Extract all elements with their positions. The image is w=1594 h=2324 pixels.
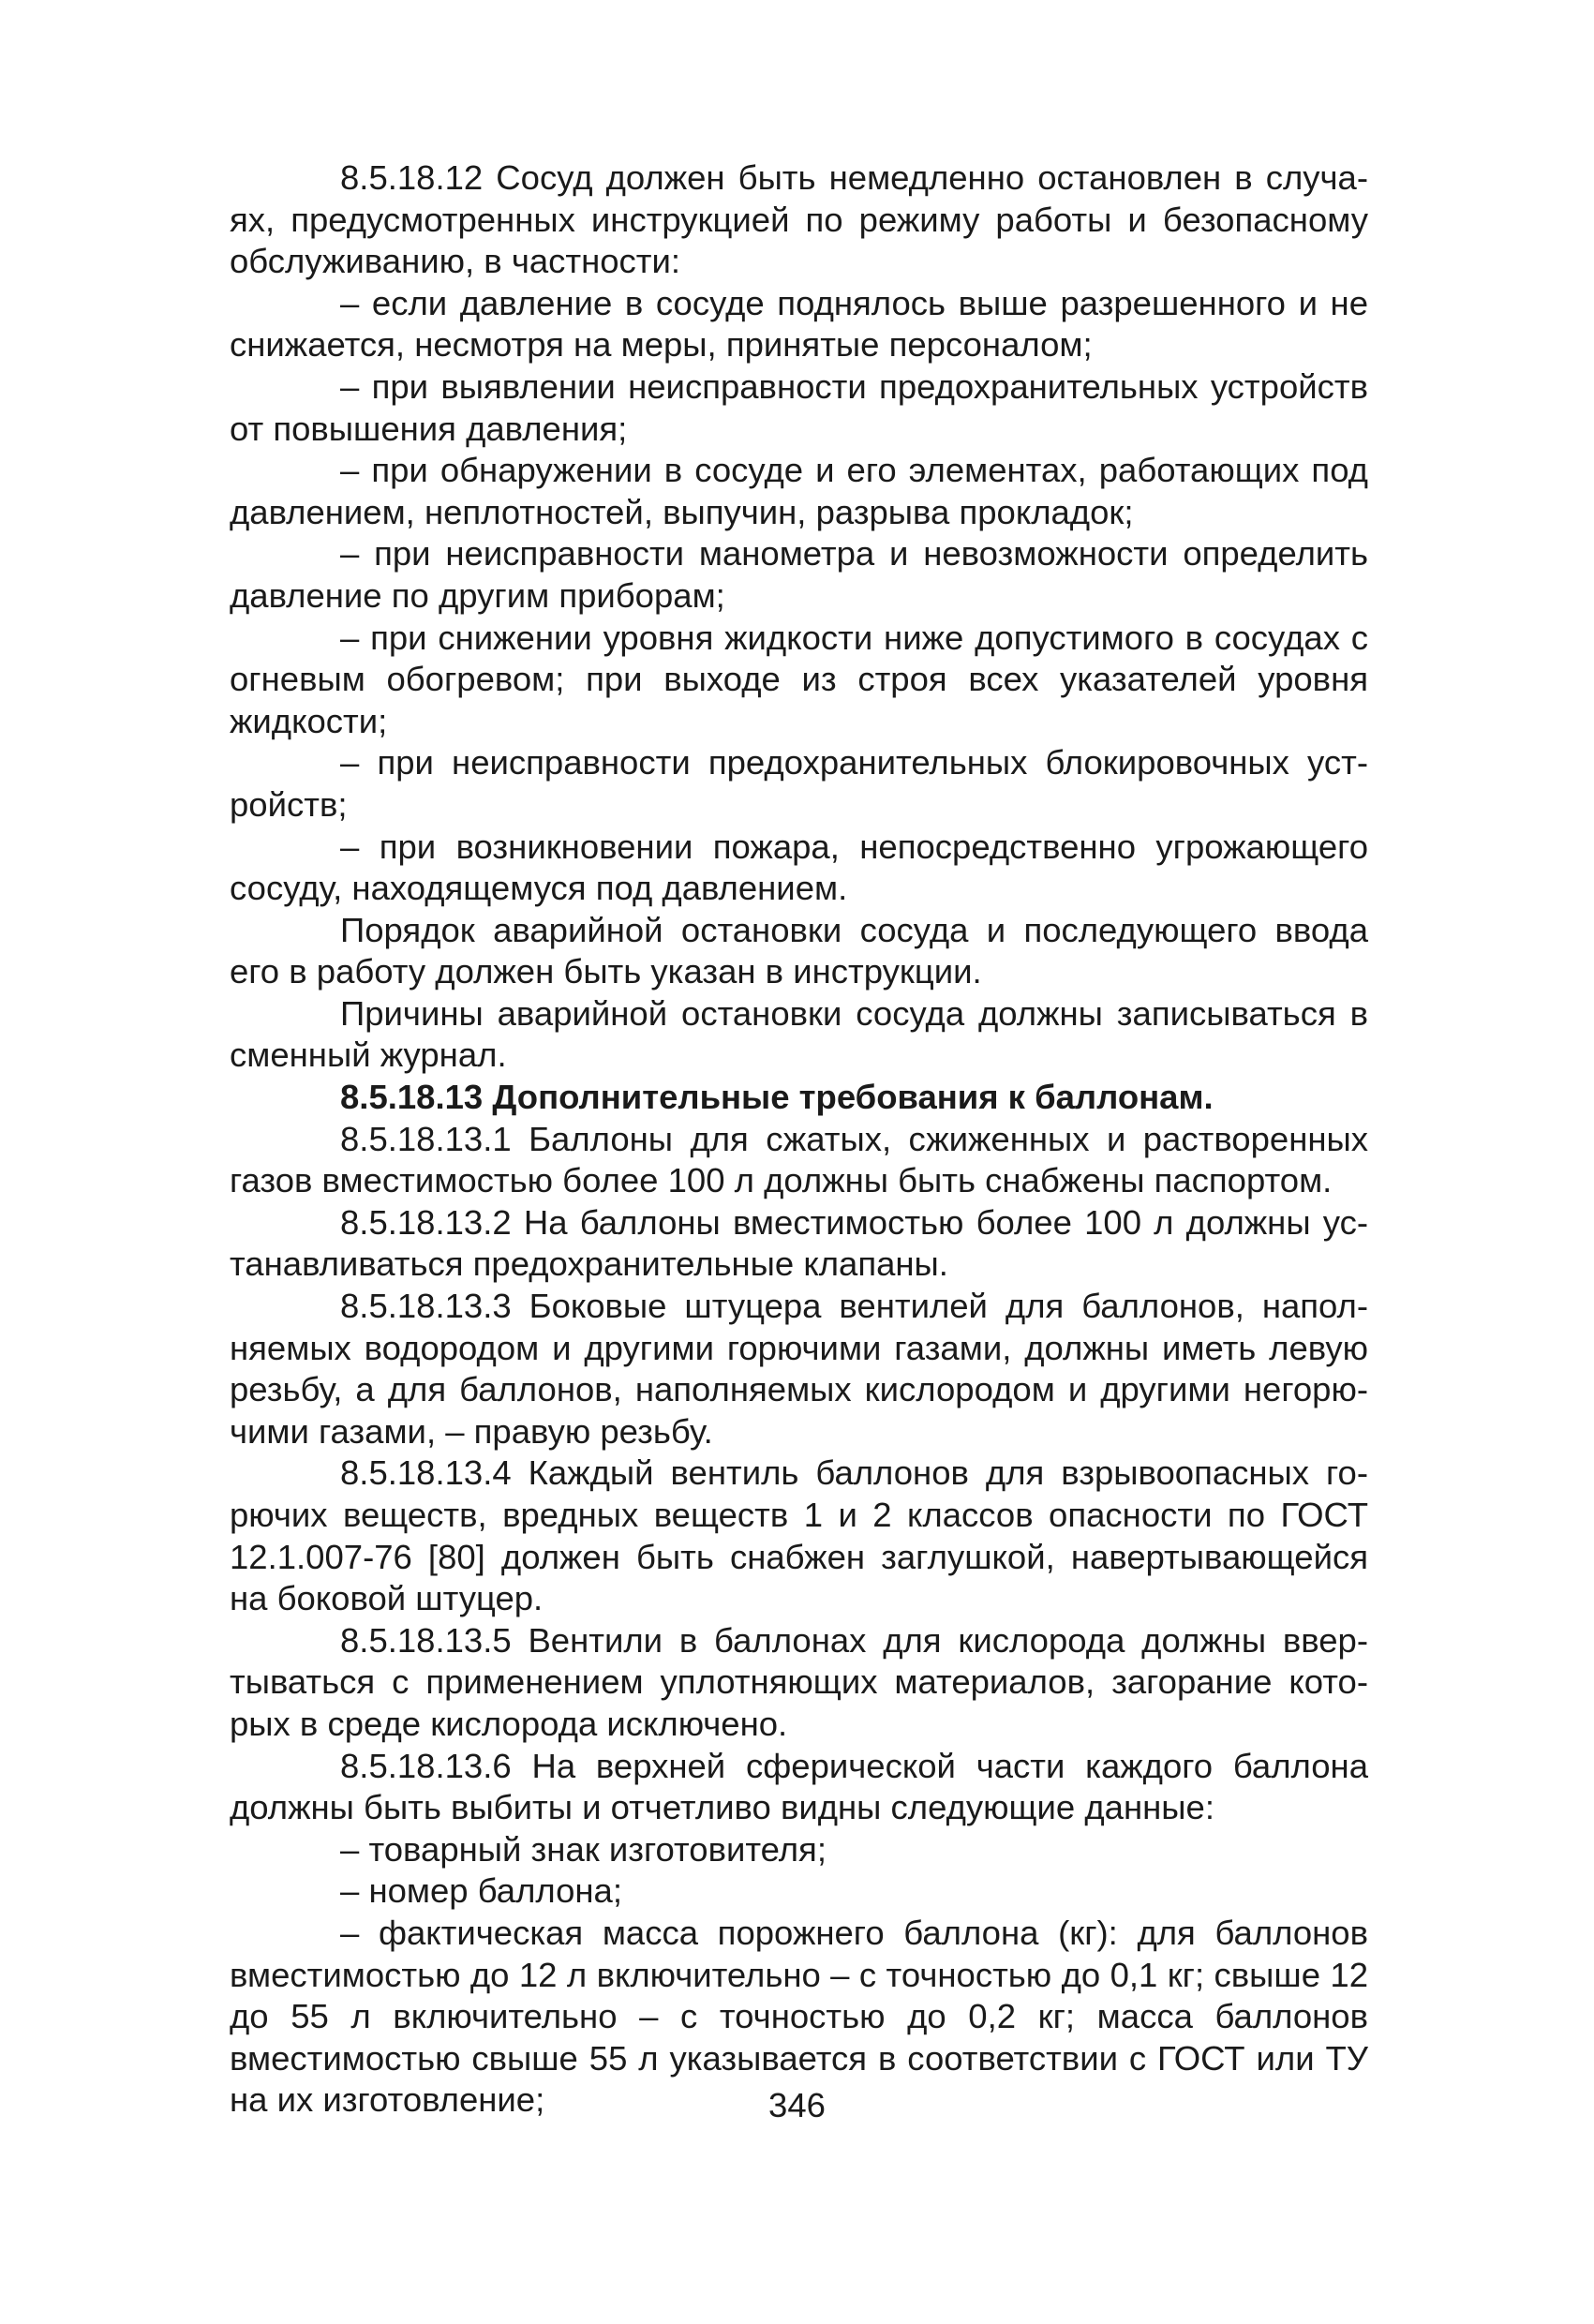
page-number: 346 xyxy=(768,2086,826,2124)
list-item: – при обнаружении в сосуде и его элементах, работающих под давлением, неплотностей, выпучин, разрыва прокладок; xyxy=(230,451,1368,531)
document-body xyxy=(230,157,1368,2122)
paragraph: 8.5.18.13.2 На баллоны вместимостью более 100 л должны устанавливаться предохранительные клапаны. xyxy=(230,1202,1368,1284)
paragraph: 8.5.18.13.6 На верхней сферической части каждого баллона должны быть выбиты и отчетливо видны следующие данные: xyxy=(230,1746,1368,1827)
list-item: – товарный знак изготовителя; xyxy=(340,1829,827,1869)
list-item: – при неисправности манометра и невозможности определить давление по другим приборам; xyxy=(230,534,1368,615)
list-item: – при выявлении неисправности предохранительных устройств от повышения давления; xyxy=(230,366,1368,448)
paragraph: Причины аварийной остановки сосуда должны записываться в сменный журнал. xyxy=(230,993,1368,1075)
paragraph: Порядок аварийной остановки сосуда и последующего ввода его в работу должен быть указан в инструкции. xyxy=(230,910,1368,991)
paragraph: 8.5.18.12 Сосуд должен быть немедленно остановлен в случаях, предусмотренных инструкцией по режиму работы и безопасному обслуживанию, в частности: xyxy=(230,158,1368,281)
list-item: – если давление в сосуде поднялось выше разрешенного и не снижается, несмотря на меры, принятые персоналом; xyxy=(230,283,1368,365)
list-item: – номер баллона; xyxy=(340,1871,623,1911)
paragraph: 8.5.18.13.1 Баллоны для сжатых, сжиженных и растворенных газов вместимостью более 100 л должны быть снабжены паспортом. xyxy=(230,1119,1368,1200)
section-heading: 8.5.18.13 Дополнительные требования к баллонам. xyxy=(340,1078,1214,1117)
paragraph: 8.5.18.13.3 Боковые штуцера вентилей для баллонов, наполняемых водородом и другими горючими газами, должны иметь левую резьбу, а для баллонов, наполняемых кислородом и другими негорючими газами, – правую резьбу. xyxy=(230,1287,1368,1451)
list-item: – при возникновении пожара, непосредственно угрожающего сосуду, находящемуся под давлением. xyxy=(230,827,1368,908)
paragraph: 8.5.18.13.4 Каждый вентиль баллонов для взрывоопасных горючих веществ, вредных веществ 1 и 2 классов опасности по ГОСТ 12.1.007-76 [80] должен быть снабжен заглушкой, навертывающейся на боковой штуцер. xyxy=(230,1453,1368,1618)
paragraph: 8.5.18.13.5 Вентили в баллонах для кислорода должны ввертываться с применением уплотняющих материалов, загорание которых в среде кислорода исключено. xyxy=(230,1620,1368,1743)
list-item: – при снижении уровня жидкости ниже допустимого в сосудах с огневым обогревом; при выходе из строя всех указателей уровня жидкости; xyxy=(230,618,1368,740)
list-item: – при неисправности предохранительных блокировочных устройств; xyxy=(230,743,1368,824)
list-item: – фактическая масса порожнего баллона (кг): для баллонов вместимостью до 12 л включительно – с точностью до 0,1 кг; свыше 12 до 55 л включительно – с точностью до 0,2 кг; масса баллонов вместимостью свыше 55 л указывается в соответствии с ГОСТ или ТУ на их изготовление; xyxy=(230,1913,1368,2120)
